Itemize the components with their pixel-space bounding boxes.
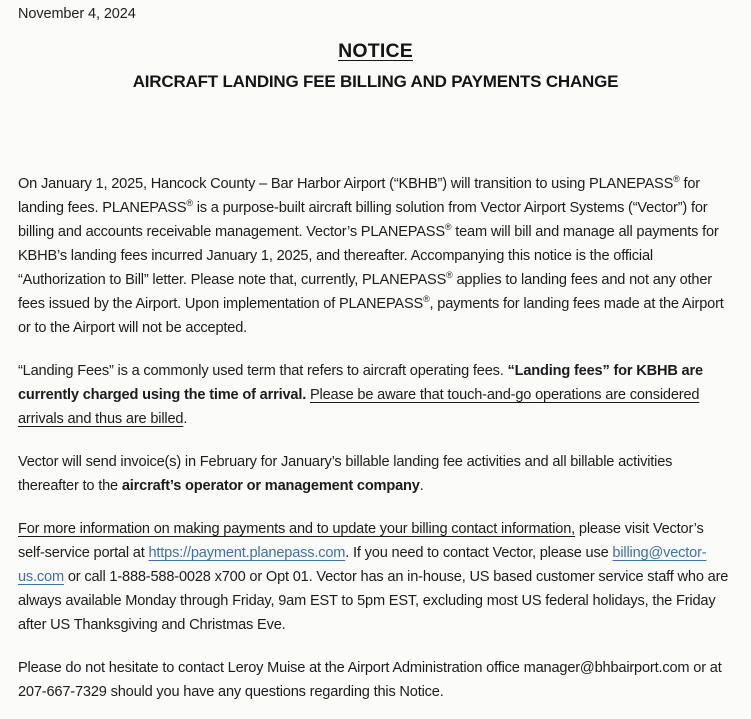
- registered-icon: ®: [423, 294, 430, 305]
- paragraph-payments: [18, 517, 730, 637]
- transition-seg-4: team will bill and manage all payments for KBHB’s landing fees incurred January 1, 2025, and thereafter. Accompanying this notice is the official “Authorization to Bill” letter. Please note that, currently, PLANEPASS: [18, 224, 719, 288]
- payments-seg-3: or call 1-888-588-0028 x700 or Opt 01. Vector has an in-house, US based customer service staff who are always available Monday through Friday, 9am EST to 5pm EST, excluding most US federal holidays, the Friday after US Thanksgiving and Christmas Eve.: [18, 569, 729, 633]
- transition-seg-1: On January 1, 2025, Hancock County – Bar Harbor Airport (“KBHB”) will transition to using PLANEPASS: [18, 176, 674, 192]
- payments-underlined-lead: For more information on making payments and to update your billing contact information,: [18, 521, 576, 537]
- invoices-intro: Vector will send invoice(s) in February for January’s billable landing fee activities and all billable activities thereafter to the: [18, 454, 673, 494]
- landing-fees-period: .: [183, 411, 188, 427]
- paragraph-transition: [18, 172, 730, 340]
- payment-portal-link[interactable]: https://payment.planepass.com: [148, 545, 346, 561]
- notice-title-row: [0, 40, 751, 63]
- registered-icon: ®: [186, 198, 193, 209]
- transition-seg-6: , payments for landing fees made at the Airport or to the Airport will not be accepted.: [18, 296, 724, 336]
- transition-seg-3: is a purpose-built aircraft billing solution from Vector Airport Systems (“Vector”) for billing and accounts receivable management. Vector’s PLANEPASS: [18, 200, 708, 240]
- landing-fees-underlined: Please be aware that touch-and-go operations are considered arrivals and thus are billed: [18, 387, 700, 427]
- invoices-period: .: [419, 478, 424, 494]
- transition-seg-5: applies to landing fees and not any other fees issued by the Airport. Upon implementation of PLANEPASS: [18, 272, 712, 312]
- landing-fees-bold: “Landing fees” for KBHB are currently charged using the time of arrival.: [18, 363, 703, 403]
- document-title-block: [0, 40, 751, 92]
- paragraph-landing-fees: [18, 359, 730, 431]
- contact-text: Please do not hesitate to contact Leroy Muise at the Airport Administration office manager@bhbairport.com or at 207-667-7329 should you have any questions regarding this Notice.: [18, 660, 722, 700]
- billing-email-link[interactable]: billing@vector-us.com: [18, 545, 707, 585]
- registered-icon: ®: [446, 270, 453, 281]
- paragraph-invoices: [18, 450, 730, 498]
- paragraph-contact: [18, 656, 730, 704]
- payments-seg-1: please visit Vector’s self-service portal at: [18, 521, 704, 561]
- registered-icon: ®: [444, 222, 452, 233]
- payments-seg-2: . If you need to contact Vector, please use: [345, 545, 613, 561]
- invoices-bold: aircraft’s operator or management company: [121, 478, 420, 494]
- registered-icon: ®: [673, 174, 680, 185]
- document-body: [18, 150, 730, 719]
- landing-fees-intro: “Landing Fees” is a commonly used term that refers to aircraft operating fees.: [18, 363, 508, 379]
- page-subtitle: AIRCRAFT LANDING FEE BILLING AND PAYMENTS CHANGE: [132, 72, 619, 91]
- transition-seg-2: for landing fees. PLANEPASS: [18, 176, 700, 216]
- document-date: November 4, 2024: [18, 6, 136, 22]
- page-title: NOTICE: [338, 40, 413, 62]
